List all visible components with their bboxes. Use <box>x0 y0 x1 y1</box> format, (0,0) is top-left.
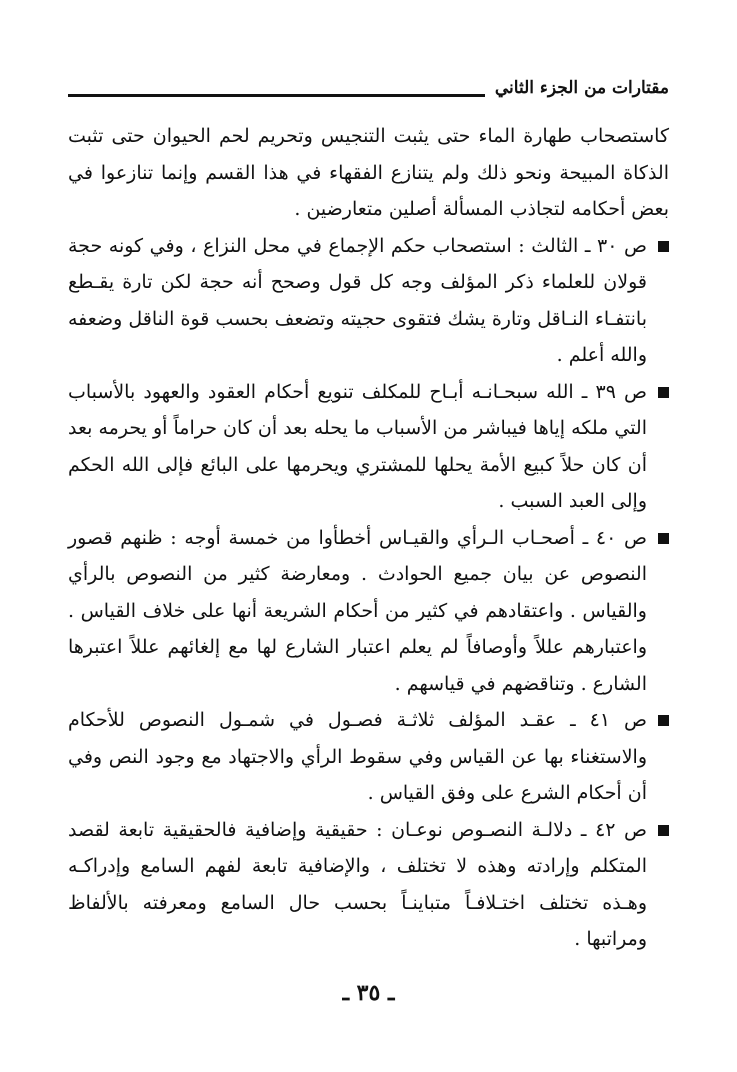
page-number: ـ ٣٥ ـ <box>342 980 395 1006</box>
entry-p30 <box>68 228 669 374</box>
entry-text: ص ٤٠ ـ أصحـاب الـرأي والقيـاس أخطأوا من خمسة أوجه : ظنهم قصور النصوص عن بيان جميع الحوادث . ومعارضة كثير من النصوص بالرأي والقياس . واعتقادهم في كثير من أحكام الشريعة أنها على خلاف القياس . واعتبارهم عللاً وأوصافاً لم يعلم اعتبار الشارع لها مع إلغائهم عللاً اعتبرها الشارع . وتناقضهم في قياسهم . <box>68 526 647 695</box>
bullet-square-icon <box>658 715 669 726</box>
bullet-square-icon <box>658 387 669 398</box>
bullet-square-icon <box>658 533 669 544</box>
header-rule <box>68 94 485 97</box>
entry-text: ص ٤١ ـ عقـد المؤلف ثلاثـة فصـول في شمـول النصوص للأحكام والاستغناء بها عن القياس وفي سقوط الرأي والاجتهاد مع وجود النص وفي أن أحكام الشرع على وفق القياس . <box>68 709 647 804</box>
page-body <box>68 118 669 958</box>
entry-p42 <box>68 812 669 958</box>
entry-p41 <box>68 702 669 812</box>
intro-paragraph: كاستصحاب طهارة الماء حتى يثبت التنجيس وتحريم لحم الحيوان حتى تثبت الذكاة المبيحة ونحو ذلك ولم يتنازع الفقهاء في هذا القسم وإنما تنازعوا في بعض أحكامه لتجاذب المسألة أصلين متعارضين . <box>68 125 669 220</box>
entry-text: ص ٣٩ ـ الله سبحـانـه أبـاح للمكلف تنويع أحكام العقود والعهود بالأسباب التي ملكه إياها فيباشر من الأسباب ما يحله بعد أن كان حراماً أو يحرمه بعد أن كان حلاً كبيع الأمة يحلها للمشتري ويحرمها على البائع فإلى الله الحكم وإلى العبد السبب . <box>68 380 648 512</box>
entry-text: ص ٣٠ ـ الثالث : استصحاب حكم الإجماع في محل النزاع ، وفي كونه حجة قولان للعلماء ذكر المؤلف وجه كل قول وصحح أنه حجة لكن تارة يقـطع بانتفـاء النـاقل وتارة يشك فتقوى حجيته وتضعف بحسب قوة الناقل وضعفه والله أعلم . <box>68 234 647 366</box>
entry-text: ص ٤٢ ـ دلالـة النصـوص نوعـان : حقيقية وإضافية فالحقيقية تابعة لقصد المتكلم وإرادته وهذه لا تختلف ، والإضافية تابعة لفهم السامع وإدراكـه وهـذه تختلف اختـلافـاً متباينـاً بحسب حال السامع ومعرفته بالألفاظ ومراتبها . <box>68 818 648 950</box>
bullet-square-icon <box>658 241 669 252</box>
running-header <box>68 74 669 98</box>
bullet-square-icon <box>658 825 669 836</box>
entry-p40 <box>68 520 669 703</box>
entry-p39 <box>68 374 669 520</box>
header-title: مقتارات من الجزء الثاني <box>494 78 669 98</box>
